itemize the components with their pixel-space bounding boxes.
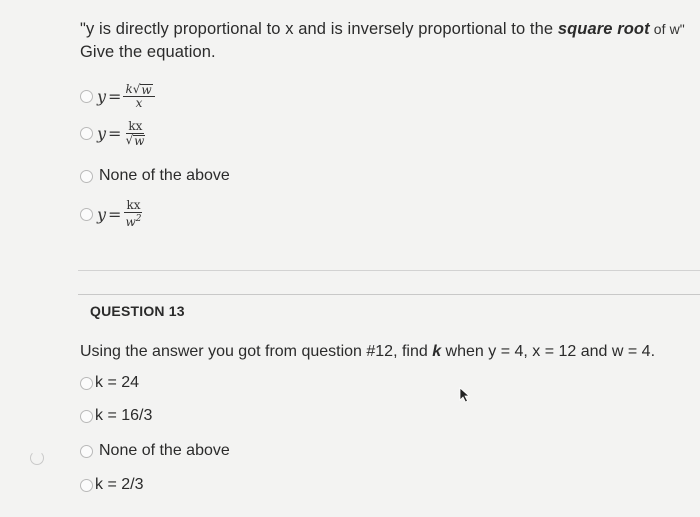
option-label: None of the above [99,167,230,184]
radio-button[interactable] [80,90,93,103]
radio-button[interactable] [80,127,93,140]
formula-y-eq-k-sqrt-w-over-x: y = k √ w x [97,83,155,110]
mouse-cursor-icon [458,387,472,403]
option-label: k = 16/3 [95,407,153,424]
question-12-text: "y is directly proportional to x and is inversely proportional to the square root of w" [80,20,685,38]
q13-option-c[interactable] [80,439,230,463]
q12-option-b[interactable] [80,118,147,148]
divider [78,294,700,295]
variable-k: k [432,343,442,360]
question-13-title: QUESTION 13 [90,303,185,319]
radio-button[interactable] [80,445,93,458]
option-label: None of the above [99,442,230,459]
loading-spinner-icon [30,451,44,465]
q12-option-c[interactable] [80,164,230,188]
option-label: k = 24 [95,374,140,391]
radio-button[interactable] [80,410,93,423]
formula-y-eq-kx-over-sqrt-w: y = kx √ w [97,118,145,148]
emphasis-text: square root [557,20,650,38]
radio-button[interactable] [80,479,93,492]
formula-y-eq-kx-over-w-squared: y = $\frac{kx}{w^2}$ [97,198,142,229]
q13-option-a[interactable] [80,371,139,395]
q12-option-d[interactable] [80,198,143,229]
q12-option-a[interactable] [80,81,155,110]
radio-button[interactable] [80,170,93,183]
question-12-prompt: Give the equation. [80,43,216,61]
q13-option-b[interactable] [80,404,152,428]
radio-button[interactable] [80,377,93,390]
divider [78,270,700,271]
option-label: k = 2/3 [95,476,144,493]
question-13-text: Using the answer you got from question #12, find k when y = 4, x = 12 and w = 4. [80,343,656,360]
q13-option-d[interactable] [80,473,143,497]
radio-button[interactable] [80,208,93,221]
